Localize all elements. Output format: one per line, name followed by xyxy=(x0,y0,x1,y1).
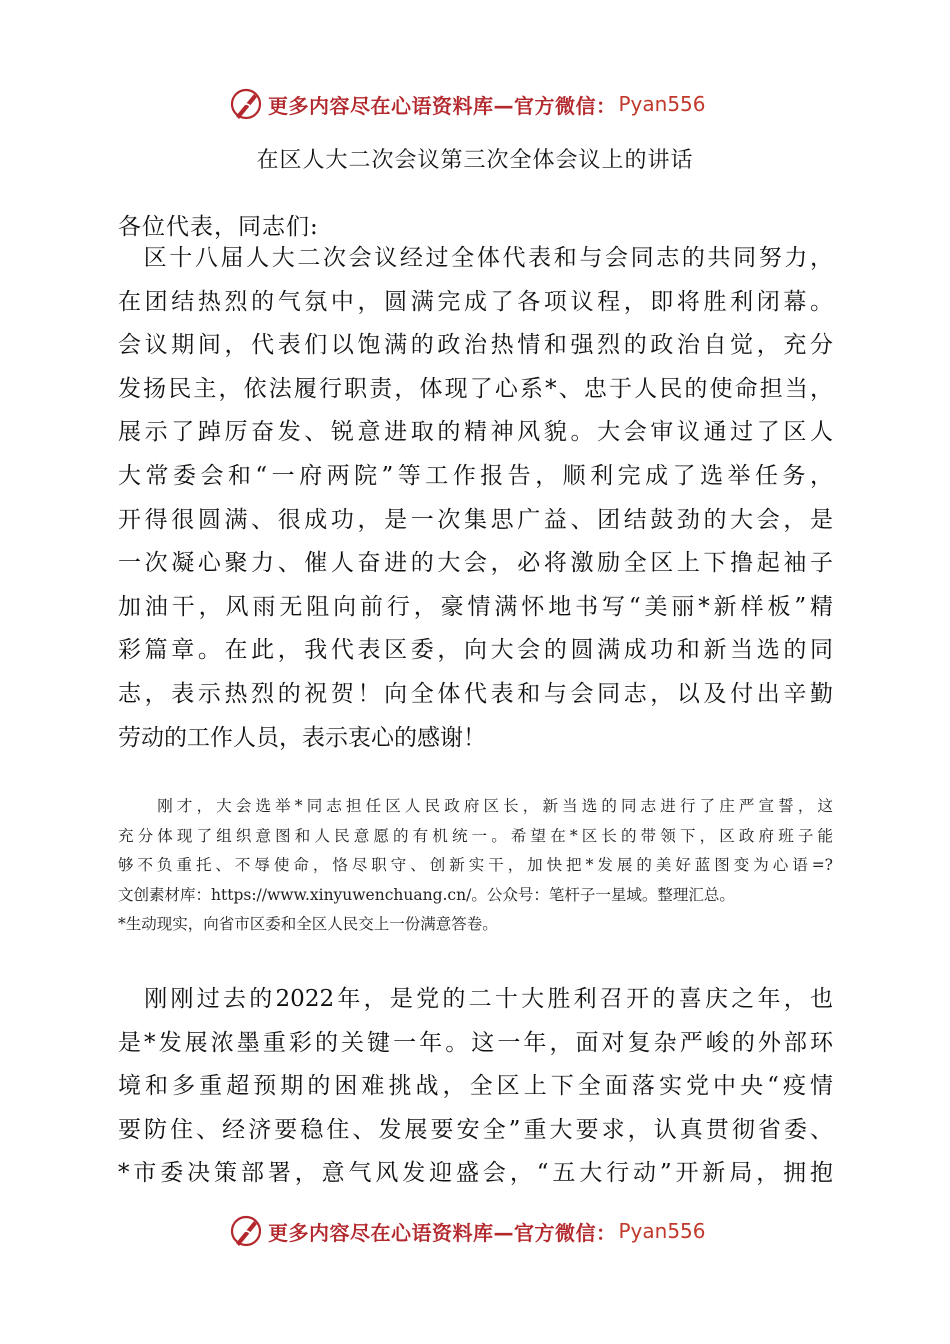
salutation: 各位代表，同志们: xyxy=(118,214,319,240)
paragraph-line: 要防住、经济要稳住、发展要安全”重大要求，认真贯彻省委、 xyxy=(118,1116,833,1143)
banner-text: 更多内容尽在心语资料库—官方微信： xyxy=(268,93,617,118)
paragraph-line: 文创素材库：https://www.xinyuwenchuang.cn/。公众号：笔杆子一星域。整理汇总。 xyxy=(118,885,735,904)
paragraph-line: 彩篇章。在此，我代表区委，向大会的圆满成功和新当选的同 xyxy=(118,637,833,664)
paragraph-1 xyxy=(118,237,833,760)
paragraph-line: 加油干，风雨无阻向前行，豪情满怀地书写“美丽*新样板”精 xyxy=(118,593,833,620)
banner-contact: Pyan556 xyxy=(618,1219,706,1243)
paragraph-line: 发扬民主，依法履行职责，体现了心系*、忠于人民的使命担当， xyxy=(118,375,833,402)
header-banner xyxy=(0,82,950,126)
paragraph-line: 境和多重超预期的困难挑战，全区上下全面落实党中央“疫情 xyxy=(118,1073,833,1100)
paragraph-2 xyxy=(118,792,833,940)
paragraph-line: 在团结热烈的气氛中，圆满完成了各项议程，即将胜利闭幕。 xyxy=(118,288,833,315)
paragraph-line: 够不负重托、不辱使命，恪尽职守、创新实干，加快把*发展的美好蓝图变为心语=? xyxy=(118,856,833,874)
paragraph-line: 是*发展浓墨重彩的关键一年。这一年，面对复杂严峻的外部环 xyxy=(118,1029,833,1056)
footer-banner xyxy=(0,1209,950,1253)
paragraph-line: 充分体现了组织意图和人民意愿的有机统一。希望在*区长的带领下，区政府班子能 xyxy=(118,826,833,845)
paragraph-line: 劳动的工作人员，表示衷心的感谢！ xyxy=(118,724,486,751)
pen-logo-icon xyxy=(228,86,264,122)
paragraph-line: *生动现实，向省市区委和全区人民交上一份满意答卷。 xyxy=(118,915,498,933)
paragraph-line: 展示了踔厉奋发、锐意进取的精神风貌。大会审议通过了区人 xyxy=(118,419,833,446)
banner-contact: Pyan556 xyxy=(618,92,706,116)
paragraph-line: 会议期间，代表们以饱满的政治热情和强烈的政治自觉，充分 xyxy=(118,332,833,359)
paragraph-line: 一次凝心聚力、催人奋进的大会，必将激励全区上下撸起袖子 xyxy=(118,550,833,577)
paragraph-3 xyxy=(118,978,833,1196)
banner-text: 更多内容尽在心语资料库—官方微信： xyxy=(268,1220,617,1245)
paragraph-line: 刚才，大会选举*同志担任区人民政府区长，新当选的同志进行了庄严宣誓，这 xyxy=(118,797,833,815)
paragraph-line: 刚刚过去的2022年，是党的二十大胜利召开的喜庆之年，也 xyxy=(118,986,833,1012)
paragraph-line: *市委决策部署，意气风发迎盛会，“五大行动”开新局，拥抱 xyxy=(118,1160,833,1187)
pen-logo-icon xyxy=(228,1213,264,1249)
paragraph-line: 区十八届人大二次会议经过全体代表和与会同志的共同努力， xyxy=(118,245,833,271)
paragraph-line: 大常委会和“一府两院”等工作报告，顺利完成了选举任务， xyxy=(118,462,833,489)
page-title: 在区人大二次会议第三次全体会议上的讲话 xyxy=(256,148,694,173)
paragraph-line: 开得很圆满、很成功，是一次集思广益、团结鼓劲的大会，是 xyxy=(118,506,833,533)
paragraph-line: 志，表示热烈的祝贺！向全体代表和与会同志，以及付出辛勤 xyxy=(118,680,833,707)
